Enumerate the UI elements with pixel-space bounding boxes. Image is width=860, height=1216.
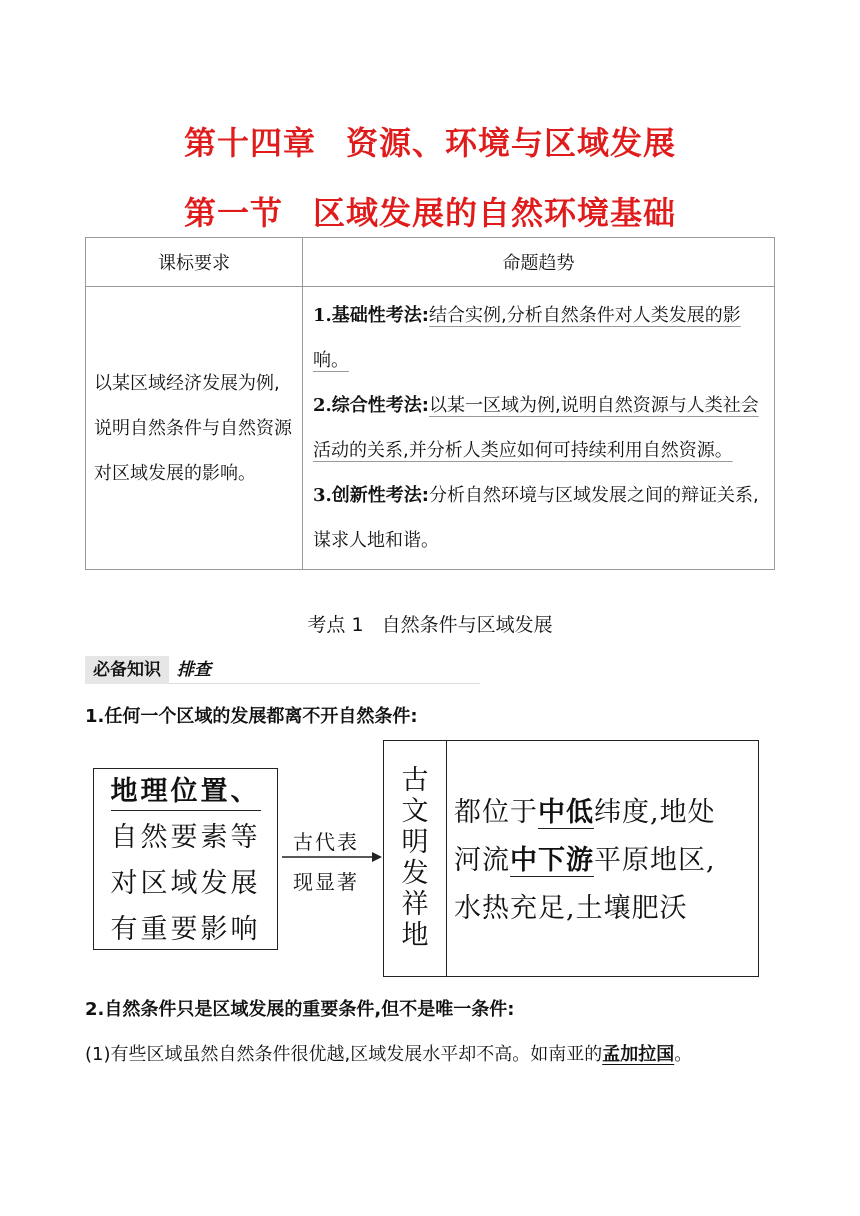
point-2-heading: 2.自然条件只是区域发展的重要条件,但不是唯一条件: (85, 999, 515, 1020)
section-name: 区域发展的自然环境基础 (313, 194, 677, 232)
header-requirement: 课标要求 (86, 238, 303, 287)
paragraph-1: (1)有些区域虽然自然条件很优越,区域发展水平却不高。如南亚的孟加拉国。 (85, 1044, 693, 1065)
trend-item: 1.基础性考法:结合实例,分析自然条件对人类发展的影响。 (313, 305, 741, 371)
cause-line: 有重要影响 (110, 914, 261, 945)
cause-line: 自然要素等 (110, 822, 261, 853)
trend-item: 3.创新性考法:分析自然环境与区域发展之间的辩证关系,谋求人地和谐。 (313, 485, 759, 551)
section-title (0, 188, 860, 234)
diagram-result-box (383, 740, 759, 977)
requirement-cell: 以某区域经济发展为例,说明自然条件与自然资源对区域发展的影响。 (86, 287, 303, 570)
arrow-icon (282, 850, 382, 864)
result-line: 水热充足,土壤肥沃 (454, 893, 688, 924)
kaodian-label: 考点 1 (307, 614, 364, 636)
highlight-country: 孟加拉国 (602, 1044, 675, 1065)
trend-item: 2.综合性考法:以某一区域为例,说明自然资源与人类社会活动的关系,并分析人类应如何可持续利用自然资源。 (313, 395, 759, 461)
chapter-number: 第十四章 (183, 124, 316, 162)
banner-check: 排查 (177, 660, 211, 680)
arrow-label-top: 古代表 (293, 830, 359, 854)
arrow-label-bottom: 现显著 (293, 870, 359, 894)
banner-label: 必备知识 (85, 656, 169, 684)
point-1-heading: 1.任何一个区域的发展都离不开自然条件: (85, 706, 418, 727)
kaodian-heading (0, 610, 860, 637)
result-text (454, 789, 754, 933)
chapter-title (0, 118, 860, 164)
result-line: 都位于中低纬度,地处 (454, 797, 716, 828)
curriculum-table (85, 237, 775, 570)
trend-cell (303, 287, 775, 570)
diagram-cause-box (93, 768, 278, 950)
vertical-label: 古 文 明 发 祥 地 (384, 741, 447, 976)
section-banner (85, 655, 480, 684)
cause-line: 对区域发展 (110, 868, 261, 899)
header-trend: 命题趋势 (303, 238, 775, 287)
section-number: 第一节 (183, 194, 283, 232)
result-line: 河流中下游平原地区, (454, 845, 716, 876)
kaodian-title: 自然条件与区域发展 (381, 614, 553, 636)
cause-line: 地理位置、 (111, 774, 261, 811)
chapter-name: 资源、环境与区域发展 (346, 124, 677, 162)
